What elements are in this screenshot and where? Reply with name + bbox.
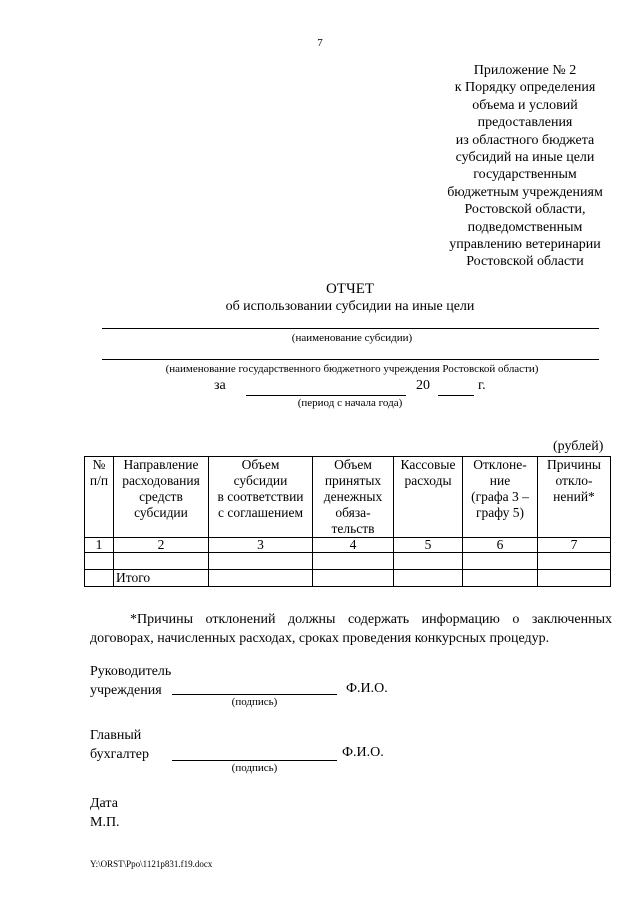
table-row xyxy=(85,553,611,570)
header-text: Объем xyxy=(334,457,372,472)
accountant-signature-caption: (подпись) xyxy=(231,762,278,774)
appendix-line: объема и условий xyxy=(472,97,578,113)
header-obligations xyxy=(313,457,394,538)
header-text: субсидии xyxy=(134,505,188,520)
column-number: 6 xyxy=(463,538,538,553)
column-number: 7 xyxy=(538,538,611,553)
page-number: 7 xyxy=(317,37,323,49)
total-row xyxy=(85,570,611,587)
head-label-line2: учреждения xyxy=(90,683,162,698)
table-cell xyxy=(209,570,313,587)
header-text: субсидии xyxy=(233,473,288,488)
header-text: тельств xyxy=(331,521,375,536)
institution-name-line xyxy=(102,359,599,360)
year-line xyxy=(438,395,474,396)
header-text: в соответствии xyxy=(217,489,304,504)
table-cell xyxy=(209,553,313,570)
head-fio: Ф.И.О. xyxy=(346,681,388,696)
header-text: расходования xyxy=(122,473,200,488)
appendix-line: управлению ветеринарии xyxy=(449,237,601,253)
accountant-fio: Ф.И.О. xyxy=(342,745,384,760)
column-number-row xyxy=(85,538,611,553)
accountant-signature-line xyxy=(172,760,337,761)
header-cash-expenses xyxy=(394,457,463,538)
period-year-suffix: г. xyxy=(478,378,486,393)
header-text: с соглашением xyxy=(217,505,304,520)
table-cell xyxy=(538,553,611,570)
appendix-line: субсидий на иные цели xyxy=(455,150,595,166)
appendix-line: из областного бюджета xyxy=(455,132,595,148)
column-number: 3 xyxy=(209,538,313,553)
appendix-line: к Порядку определения xyxy=(454,80,596,96)
header-deviation xyxy=(463,457,538,538)
appendix-line: государственным xyxy=(473,167,577,183)
header-text: п/п xyxy=(89,473,109,488)
header-number xyxy=(85,457,114,538)
institution-name-caption: (наименование государственного бюджетного учреждения Ростовской области) xyxy=(165,363,539,375)
report-subtitle: об использовании субсидии на иные цели xyxy=(225,299,475,314)
appendix-line: бюджетным учреждениям xyxy=(447,184,603,200)
total-label: Итого xyxy=(114,570,209,587)
appendix-line: подведомственным xyxy=(467,219,583,235)
table-cell xyxy=(114,553,209,570)
date-label: Дата xyxy=(90,796,118,811)
column-number: 4 xyxy=(313,538,394,553)
head-signature-caption: (подпись) xyxy=(231,696,278,708)
header-text: Причины xyxy=(546,457,602,472)
header-text: откло- xyxy=(555,473,593,488)
period-caption: (период с начала года) xyxy=(297,397,403,409)
table-header-row xyxy=(85,457,611,538)
footnote: *Причины отклонений должны содержать информацию о заключенных договорах, начисленных расходах, сроках проведения конкурсных процедур. xyxy=(90,612,612,646)
table-cell xyxy=(85,553,114,570)
header-text: денежных xyxy=(323,489,383,504)
accountant-label-line2: бухгалтер xyxy=(90,747,149,762)
header-text: Кассовые xyxy=(400,457,456,472)
header-text: расходы xyxy=(404,473,452,488)
subsidy-name-caption: (наименование субсидии) xyxy=(291,332,413,344)
appendix-line: Ростовской области, xyxy=(464,202,586,218)
column-number: 1 xyxy=(85,538,114,553)
report-table xyxy=(84,456,611,587)
accountant-label-line1: Главный xyxy=(90,728,142,743)
header-text: Объем xyxy=(241,457,280,472)
table-cell xyxy=(394,570,463,587)
appendix-line: Приложение № 2 xyxy=(473,63,577,78)
table-cell xyxy=(538,570,611,587)
table-cell xyxy=(85,570,114,587)
header-text: (графа 3 – xyxy=(471,489,529,504)
header-text: ние xyxy=(489,473,511,488)
file-path: Y:\ORST\Ppo\1121p831.f19.docx xyxy=(90,859,213,869)
subsidy-name-line xyxy=(102,328,599,329)
units-label: (рублей) xyxy=(553,439,604,454)
header-text: Направление xyxy=(123,457,199,472)
header-text: принятых xyxy=(324,473,382,488)
period-year-prefix: 20 xyxy=(416,378,430,393)
head-signature-line xyxy=(172,694,337,695)
period-prefix: за xyxy=(214,378,226,393)
table-cell xyxy=(313,553,394,570)
table-cell xyxy=(394,553,463,570)
table-cell xyxy=(313,570,394,587)
header-text: Отклоне- xyxy=(473,457,527,472)
header-text: средств xyxy=(139,489,183,504)
head-label-line1: Руководитель xyxy=(90,664,172,679)
table-cell xyxy=(463,570,538,587)
stamp-label: М.П. xyxy=(90,815,120,830)
column-number: 5 xyxy=(394,538,463,553)
appendix-header xyxy=(425,62,625,271)
header-text: обяза- xyxy=(335,505,371,520)
column-number: 2 xyxy=(114,538,209,553)
header-text: графу 5) xyxy=(475,505,525,520)
header-text: № xyxy=(92,457,106,472)
header-deviation-reasons xyxy=(538,457,611,538)
table-cell xyxy=(463,553,538,570)
appendix-line: предоставления xyxy=(477,115,573,131)
header-subsidy-volume xyxy=(209,457,313,538)
header-text: нений* xyxy=(553,489,595,504)
header-direction xyxy=(114,457,209,538)
appendix-line: Ростовской области xyxy=(466,254,584,270)
period-line xyxy=(246,395,406,396)
report-title: ОТЧЕТ xyxy=(325,281,375,297)
